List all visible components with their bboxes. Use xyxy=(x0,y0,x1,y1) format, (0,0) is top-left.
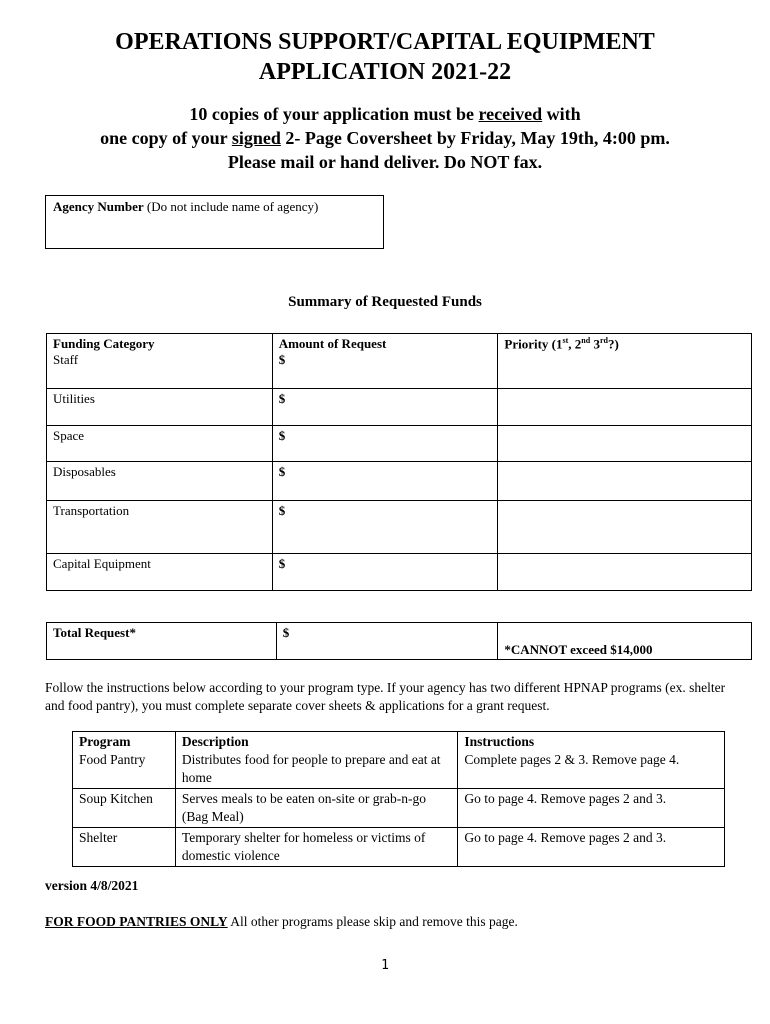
food-pantries-note: FOR FOOD PANTRIES ONLY All other programs please skip and remove this page. xyxy=(45,914,518,929)
program-name: Soup Kitchen xyxy=(73,789,176,828)
amount-field[interactable]: $ xyxy=(272,352,498,388)
food-pantries-label: FOR FOOD PANTRIES ONLY xyxy=(45,914,228,929)
amount-field[interactable]: $ xyxy=(272,500,498,553)
total-request-label: Total Request* xyxy=(47,623,277,660)
table-row xyxy=(47,352,752,388)
agency-number-note: (Do not include name of agency) xyxy=(143,199,319,214)
funding-category-transportation: Transportation xyxy=(47,500,273,553)
program-type-table xyxy=(72,731,725,867)
program-instructions: Complete pages 2 & 3. Remove page 4. xyxy=(458,751,725,789)
program-description: Temporary shelter for homeless or victims of domestic violence xyxy=(175,828,458,867)
column-header-description: Description xyxy=(175,732,458,752)
program-description: Distributes food for people to prepare and eat at home xyxy=(175,751,458,789)
program-description: Serves meals to be eaten on-site or grab-n-go (Bag Meal) xyxy=(175,789,458,828)
submission-note-line-2: one copy of your signed 2- Page Coversheet by Friday, May 19th, 4:00 pm. xyxy=(100,128,670,148)
funding-category-capital-equipment: Capital Equipment xyxy=(47,553,273,590)
priority-field[interactable] xyxy=(498,500,752,553)
column-header-amount: Amount of Request xyxy=(272,334,498,353)
table-row xyxy=(73,751,725,789)
version-label: version 4/8/2021 xyxy=(45,878,139,893)
amount-field[interactable]: $ xyxy=(272,425,498,461)
program-name: Food Pantry xyxy=(73,751,176,789)
table-row xyxy=(47,500,752,553)
program-instructions-paragraph: Follow the instructions below according to your program type. If your agency has two different HPNAP programs (ex. shelter and food pantry), you must complete separate cover sheets & applications for a grant request. xyxy=(45,680,726,713)
table-row xyxy=(73,828,725,867)
table-row xyxy=(73,789,725,828)
program-instructions: Go to page 4. Remove pages 2 and 3. xyxy=(458,828,725,867)
priority-field[interactable] xyxy=(498,553,752,590)
table-row xyxy=(47,425,752,461)
priority-field[interactable] xyxy=(498,352,752,388)
document-title-line-2: APPLICATION 2021-22 xyxy=(258,59,512,85)
table-row xyxy=(47,388,752,425)
column-header-program: Program xyxy=(73,732,176,752)
funding-category-staff: Staff xyxy=(47,352,273,388)
total-request-table xyxy=(46,622,752,660)
total-request-amount-field[interactable]: $ xyxy=(276,623,498,660)
column-header-instructions: Instructions xyxy=(458,732,725,752)
amount-field[interactable]: $ xyxy=(272,461,498,500)
funding-category-space: Space xyxy=(47,425,273,461)
priority-field[interactable] xyxy=(498,425,752,461)
agency-number-label: Agency Number xyxy=(53,199,144,214)
amount-field[interactable]: $ xyxy=(272,553,498,590)
agency-number-field[interactable] xyxy=(45,195,384,249)
page-number: 1 xyxy=(381,958,389,973)
total-request-cap-note: *CANNOT exceed $14,000 xyxy=(498,623,752,660)
priority-field[interactable] xyxy=(498,461,752,500)
submission-note-line-3: Please mail or hand deliver. Do NOT fax. xyxy=(227,152,543,172)
submission-note-line-1: 10 copies of your application must be received with xyxy=(189,104,581,124)
program-name: Shelter xyxy=(73,828,176,867)
column-header-funding-category: Funding Category xyxy=(47,334,273,353)
funding-category-disposables: Disposables xyxy=(47,461,273,500)
priority-field[interactable] xyxy=(498,388,752,425)
document-title-line-1: OPERATIONS SUPPORT/CAPITAL EQUIPMENT xyxy=(115,29,655,55)
column-header-priority: Priority (1st, 2nd 3rd?) xyxy=(498,334,752,353)
program-instructions: Go to page 4. Remove pages 2 and 3. xyxy=(458,789,725,828)
table-row xyxy=(47,553,752,590)
summary-title: Summary of Requested Funds xyxy=(288,294,482,310)
table-row xyxy=(47,461,752,500)
requested-funds-table xyxy=(46,333,752,591)
funding-category-utilities: Utilities xyxy=(47,388,273,425)
amount-field[interactable]: $ xyxy=(272,388,498,425)
